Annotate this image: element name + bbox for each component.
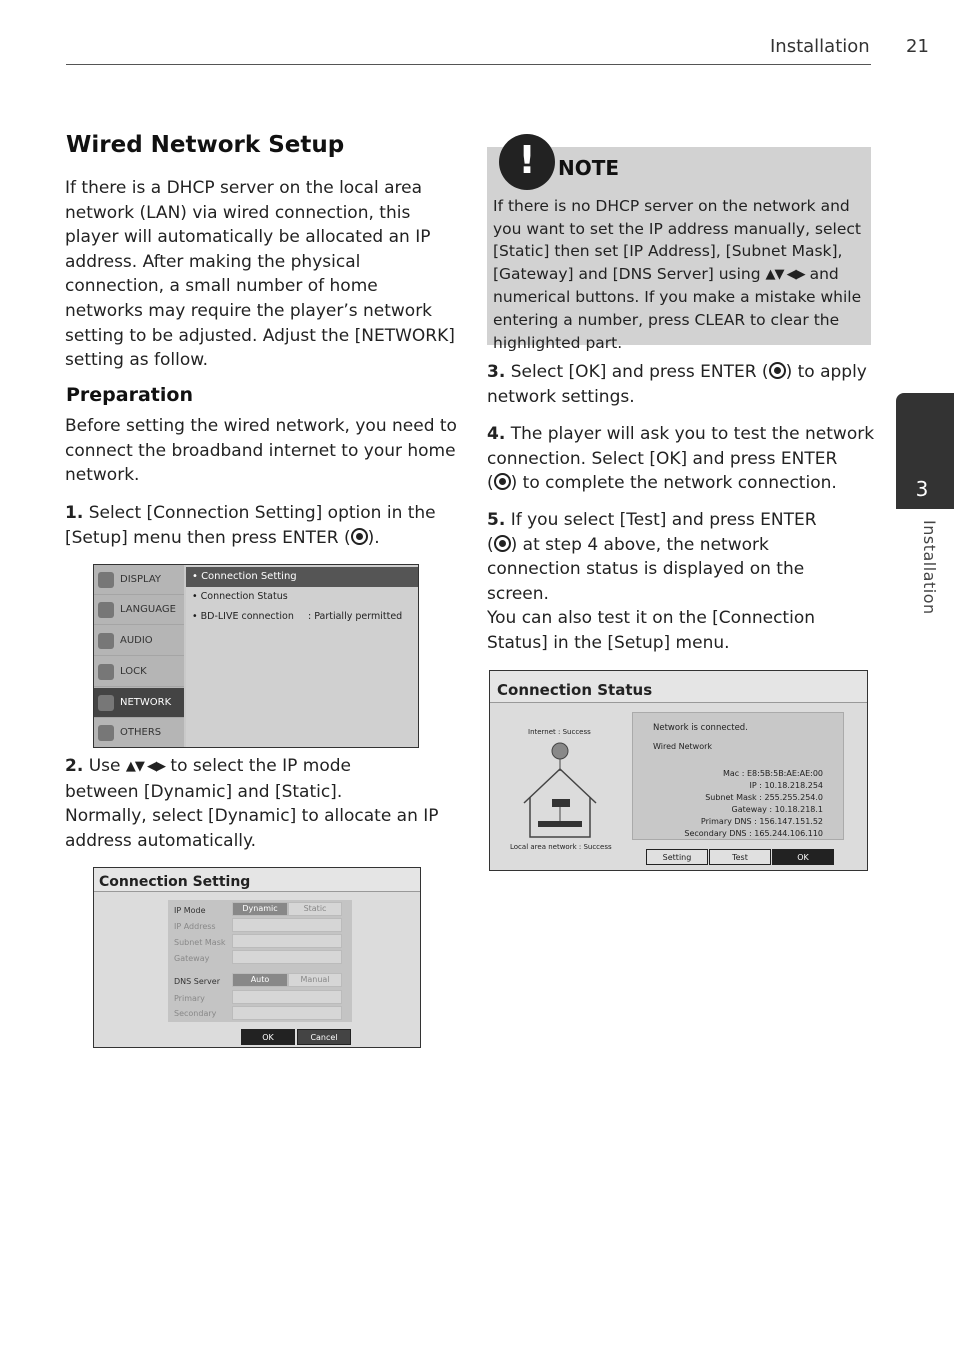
step-text: connection. Select [OK] and press ENTER xyxy=(487,448,838,469)
test-button: Test xyxy=(709,849,771,865)
step-3 xyxy=(487,360,877,409)
menu-item-network: NETWORK xyxy=(94,688,184,718)
display-icon xyxy=(98,572,114,588)
secondary-label: Secondary xyxy=(174,1009,217,1018)
step-number: 3. xyxy=(487,362,506,382)
enter-button-icon xyxy=(769,362,786,379)
intro-paragraph: If there is a DHCP server on the local area network (LAN) via wired connection, this player will automatically be allocated an IP address. After making the physical connection, a small number of home networks may require the player’s network setting to be adjusted. Adjust the [NETWORK] setting as follow. xyxy=(65,178,455,371)
dns-server-label: DNS Server xyxy=(174,977,220,986)
primary-dns: Primary DNS : 156.147.151.52 xyxy=(700,817,823,826)
connected-text: Network is connected. xyxy=(653,723,748,733)
subnet-mask: Subnet Mask : 255.255.254.0 xyxy=(705,793,823,802)
step-text: ). xyxy=(367,527,380,548)
ok-button: OK xyxy=(241,1029,295,1045)
step-text: You can also test it on the [Connection xyxy=(487,608,815,629)
primary-dns-field xyxy=(232,990,342,1004)
cancel-button: Cancel xyxy=(297,1029,351,1045)
step-text: Normally, select [Dynamic] to allocate an IP xyxy=(65,806,439,827)
secondary-dns: Secondary DNS : 165.244.106.110 xyxy=(684,829,823,838)
setup-menu-options xyxy=(186,565,419,748)
chapter-number: 3 xyxy=(915,477,929,501)
ok-button: OK xyxy=(772,849,834,865)
auto-option: Auto xyxy=(232,973,288,987)
enter-button-icon xyxy=(494,535,511,552)
wired-network-text: Wired Network xyxy=(653,742,713,751)
enter-button-icon xyxy=(494,473,511,490)
mac-address: Mac : E8:5B:5B:AE:AE:00 xyxy=(723,769,823,778)
static-option: Static xyxy=(288,902,342,916)
menu-item-display: DISPLAY xyxy=(94,565,184,595)
arrow-keys-icon: ▲▼ ◀▶ xyxy=(125,759,165,774)
page-number: 21 xyxy=(906,36,929,57)
menu-item-lock: LOCK xyxy=(94,657,184,687)
step-text: Select [Connection Setting] option in the xyxy=(88,503,436,523)
subnet-mask-label: Subnet Mask xyxy=(174,938,226,947)
step-text: connection status is displayed on the xyxy=(487,559,805,580)
ip-mode-label: IP Mode xyxy=(174,906,206,915)
step-5: 5. If you select [Test] and press ENTER ( ) at step 4 above, the network connection status is displayed on the screen. You can also test it on the [Connection Status] in the [Setup] menu. xyxy=(487,508,877,656)
house-icon xyxy=(524,769,596,803)
setup-menu-screenshot xyxy=(93,564,419,748)
step-number: 1. xyxy=(65,503,84,523)
internet-status: Internet : Success xyxy=(528,728,591,736)
step-text: If you select [Test] and press ENTER xyxy=(510,510,817,530)
step-text: ) at step 4 above, the network xyxy=(510,534,769,555)
step-text: network settings. xyxy=(487,386,635,407)
connection-status-title: Connection Status xyxy=(490,671,867,703)
preparation-heading: Preparation xyxy=(66,384,193,406)
step-text: to select the IP mode xyxy=(170,756,351,776)
running-header-section: Installation xyxy=(770,36,870,57)
warning-icon: ! xyxy=(499,134,555,190)
subnet-mask-field xyxy=(232,934,342,948)
step-text: Use xyxy=(88,756,121,776)
step-1 xyxy=(65,501,460,550)
connection-setting-screenshot xyxy=(93,867,421,1048)
step-4: 4. The player will ask you to test the network connection. Select [OK] and press ENTER ( ) to complete the network connection. xyxy=(487,422,877,496)
step-text: between [Dynamic] and [Static]. xyxy=(65,781,343,802)
lock-icon xyxy=(98,664,114,680)
step-text: screen. xyxy=(487,583,549,604)
note-text: If there is no DHCP server on the network and you want to set the IP address manually, select [Static] then set [IP Address], [Subnet Mask], [Gateway] and [DNS Server] using ▲▼ ◀▶ and numerical buttons. If you make a mistake while entering a number, press CLEAR to clear the highlighted part. xyxy=(493,197,862,352)
header-rule xyxy=(66,64,871,65)
ip-address-label: IP Address xyxy=(174,922,216,931)
network-info-panel xyxy=(632,712,844,840)
primary-label: Primary xyxy=(174,994,205,1003)
step-number: 5. xyxy=(487,510,506,530)
secondary-dns-field xyxy=(232,1006,342,1020)
setting-button: Setting xyxy=(646,849,708,865)
step-text: The player will ask you to test the network xyxy=(510,424,875,444)
menu-item-language: LANGUAGE xyxy=(94,595,184,625)
connection-status-option: • Connection Status xyxy=(192,591,288,602)
language-icon xyxy=(98,602,114,618)
menu-item-audio: AUDIO xyxy=(94,626,184,656)
step-text: ) to complete the network connection. xyxy=(510,473,837,494)
home-network-diagram xyxy=(520,741,600,841)
ip-address-field xyxy=(232,918,342,932)
ip-address: IP : 10.18.218.254 xyxy=(749,781,823,790)
router-icon xyxy=(552,799,570,807)
setup-menu-sidebar xyxy=(94,565,184,748)
step-text: ) to apply xyxy=(785,362,867,382)
preparation-text: Before setting the wired network, you need to connect the broadband internet to your home network. xyxy=(65,416,457,486)
globe-icon xyxy=(552,743,568,759)
step-2 xyxy=(65,754,460,853)
player-icon xyxy=(538,821,582,827)
step-text: Status] in the [Setup] menu. xyxy=(487,632,730,653)
bd-live-value: : Partially permitted xyxy=(308,611,403,622)
manual-option: Manual xyxy=(288,973,342,987)
dynamic-option: Dynamic xyxy=(232,902,288,916)
connection-setting-form xyxy=(168,900,352,1022)
enter-button-icon xyxy=(351,528,368,545)
connection-status-screenshot xyxy=(489,670,868,871)
step-text: Select [OK] and press ENTER ( xyxy=(510,362,769,382)
step-text: address automatically. xyxy=(65,830,257,851)
arrow-keys-icon: ▲▼ ◀▶ xyxy=(765,266,805,282)
bd-live-option: • BD-LIVE connection xyxy=(192,611,294,622)
step-text: [Setup] menu then press ENTER ( xyxy=(65,527,351,548)
page-title: Wired Network Setup xyxy=(66,132,345,158)
step-number: 2. xyxy=(65,756,84,776)
gateway-field xyxy=(232,950,342,964)
connection-setting-title: Connection Setting xyxy=(94,868,420,892)
others-icon xyxy=(98,725,114,741)
chapter-label: Installation xyxy=(920,520,939,615)
network-icon xyxy=(98,695,114,711)
connection-setting-option: • Connection Setting xyxy=(186,567,418,587)
gateway-label: Gateway xyxy=(174,954,210,963)
step-number: 4. xyxy=(487,424,506,444)
note-title: NOTE xyxy=(558,156,620,180)
menu-item-others: OTHERS xyxy=(94,718,184,748)
audio-icon xyxy=(98,633,114,649)
gateway-address: Gateway : 10.18.218.1 xyxy=(731,805,823,814)
lan-status: Local area network : Success xyxy=(510,843,612,851)
